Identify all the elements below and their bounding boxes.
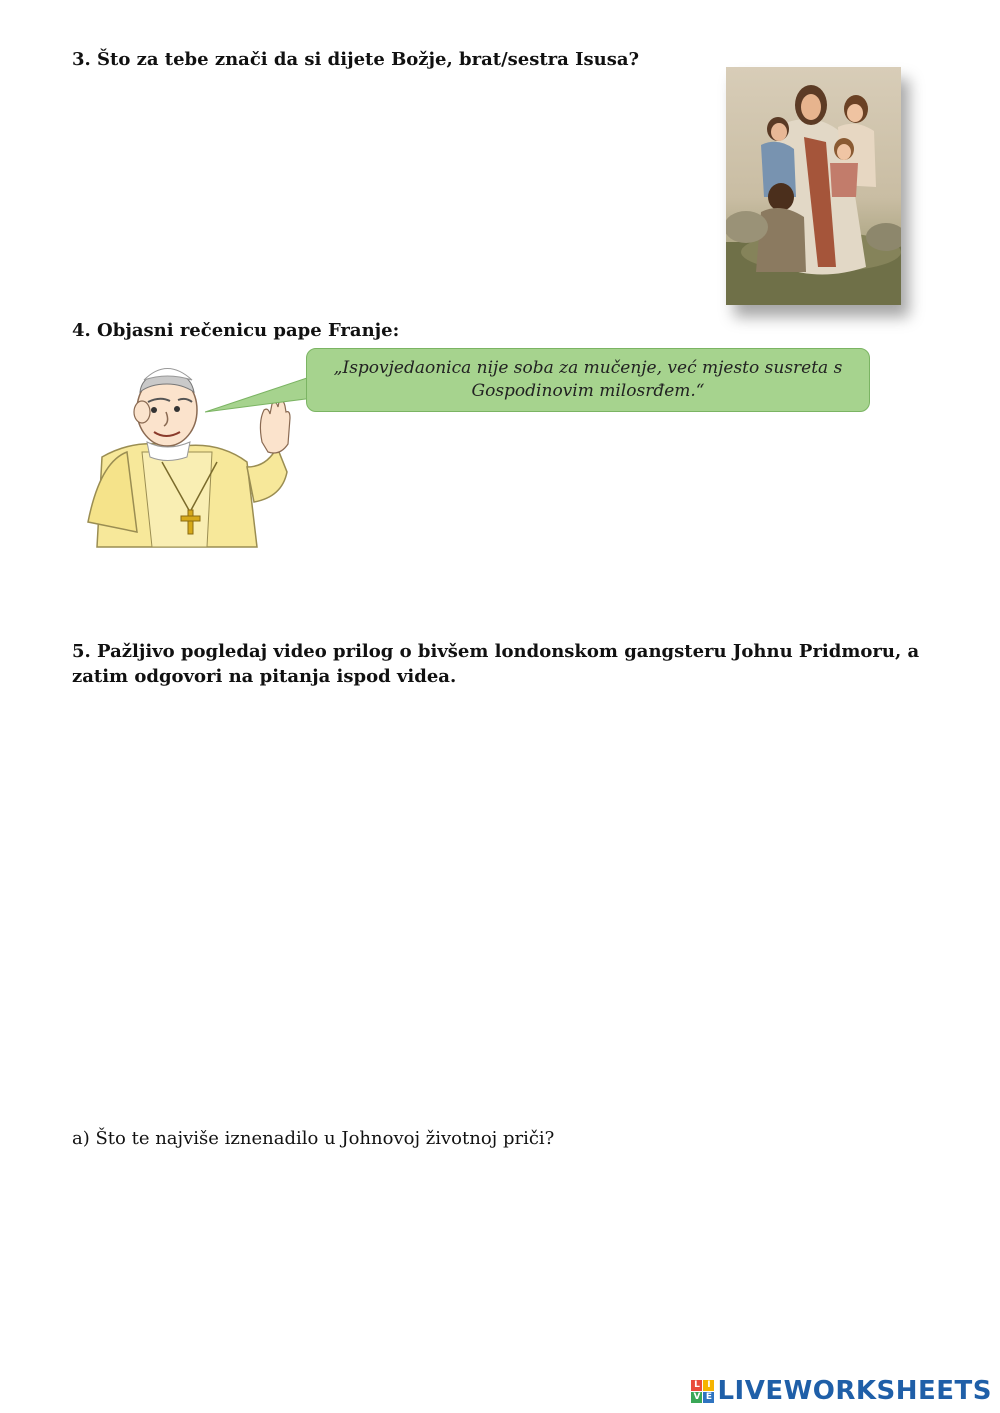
liveworksheets-watermark [691, 1376, 992, 1406]
quote-speech-bubble [306, 348, 870, 412]
watermark-text: LIVEWORKSHEETS [717, 1376, 992, 1406]
question-5a: a) Što te najviše iznenadilo u Johnovoj životnoj priči? [72, 1128, 555, 1149]
question-3: 3. Što za tebe znači da si dijete Božje, brat/sestra Isusa? [72, 49, 640, 70]
question-5: 5. Pažljivo pogledaj video prilog o bivšem londonskom gangsteru Johnu Pridmoru, a zatim odgovori na pitanja ispod videa. [72, 641, 920, 687]
jesus-with-children-painting [726, 67, 901, 305]
liveworksheets-logo-icon: L I V E [691, 1380, 714, 1403]
question-4: 4. Objasni rečenicu pape Franje: [72, 320, 400, 341]
speech-bubble-tail [205, 370, 315, 415]
pope-quote: „Ispovjedaonica nije soba za mučenje, već mjesto susreta s Gospodinovim milosrđem.“ [333, 358, 843, 401]
